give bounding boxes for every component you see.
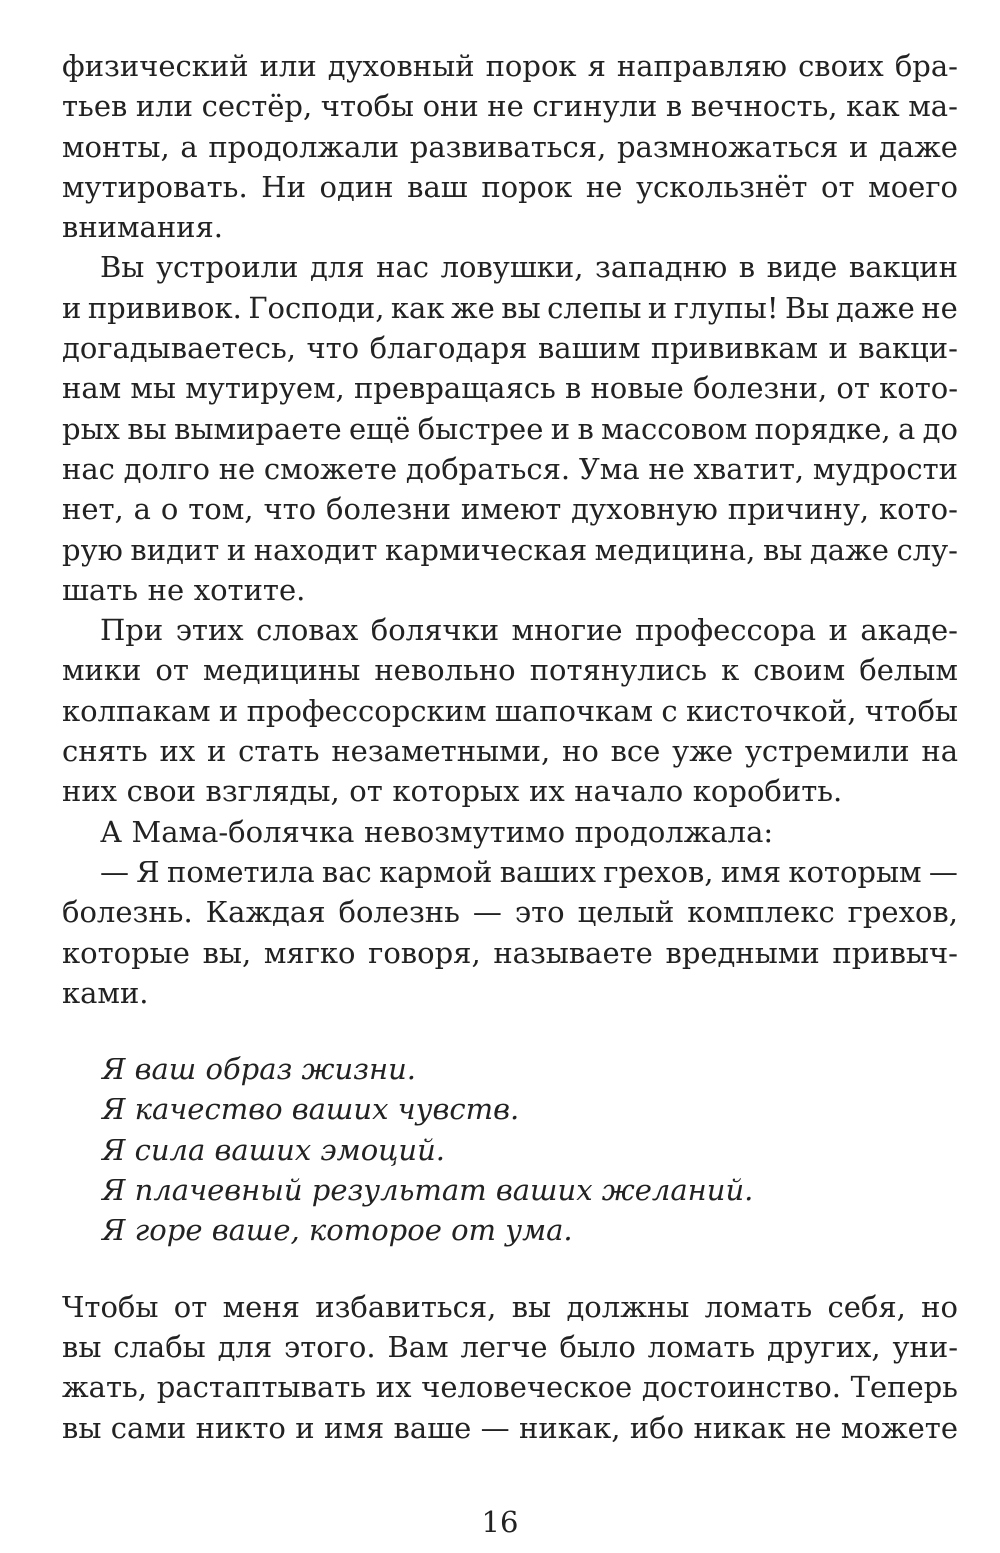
text-line: рую видит и находит кармическая медицина, вы даже слу- xyxy=(62,532,958,567)
poem-line: Я горе ваше, которое от ума. xyxy=(102,1213,573,1248)
text-line: которые вы, мягко говоря, называете вредными привыч- xyxy=(62,935,958,970)
stanza-gap xyxy=(62,1013,958,1049)
text-line: физический или духовный порок я направляю своих бра- xyxy=(62,49,958,83)
text-line: вы слабы для этого. Вам легче было ломать других, уни- xyxy=(62,1329,958,1364)
text-line: мутировать. Ни один ваш порок не ускользнёт от моего xyxy=(62,169,958,204)
text-line: При этих словах болячки многие профессора и акаде- xyxy=(100,613,958,648)
poem-line: Я плачевный результат ваших желаний. xyxy=(102,1173,754,1208)
text-line: и прививок. Господи, как же вы слепы и глупы! Вы даже не xyxy=(62,290,958,325)
text-line: снять их и стать незаметными, но все уже устремили на xyxy=(62,734,958,769)
text-line: них свои взгляды, от которых их начало коробить. xyxy=(62,774,843,809)
text-line: монты, а продолжали развиваться, размножаться и даже xyxy=(62,129,958,164)
text-line: Чтобы от меня избавиться, вы должны ломать себя, но xyxy=(62,1289,958,1324)
page-number: 16 xyxy=(481,1505,519,1539)
text-line: А Мама-болячка невозмутимо продолжала: xyxy=(100,814,774,849)
poem-line: Я качество ваших чувств. xyxy=(102,1092,520,1127)
text-line: тьев или сестёр, чтобы они не сгинули в вечность, как ма- xyxy=(62,89,958,124)
text-line: нет, а о том, что болезни имеют духовную причину, кото- xyxy=(62,492,958,527)
text-line: ками. xyxy=(62,975,149,1010)
text-line: мики от медицины невольно потянулись к своим белым xyxy=(62,653,958,688)
poem-line: Я сила ваших эмоций. xyxy=(102,1132,445,1167)
text-line: жать, растаптывать их человеческое достоинство. Теперь xyxy=(62,1370,958,1405)
poem-line: Я ваш образ жизни. xyxy=(102,1052,417,1087)
text-line: нас долго не сможете добраться. Ума не хватит, мудрости xyxy=(62,451,958,486)
text-line: догадываетесь, что благодаря вашим прививкам и вакци- xyxy=(62,331,958,366)
text-line: колпакам и профессорским шапочкам с кисточкой, чтобы xyxy=(62,693,958,728)
stanza-gap xyxy=(62,1251,958,1287)
text-line: — Я пометила вас кармой ваших грехов, имя которым — xyxy=(100,854,958,889)
text-line: вы сами никто и имя ваше — никак, ибо никак не можете xyxy=(62,1410,958,1445)
text-line: Вы устроили для нас ловушки, западню в виде вакцин xyxy=(100,250,958,285)
page-text xyxy=(62,46,958,1448)
text-line: болезнь. Каждая болезнь — это целый комплекс грехов, xyxy=(62,895,958,930)
text-line: внимания. xyxy=(62,210,224,245)
text-line: шать не хотите. xyxy=(62,572,306,607)
text-line: нам мы мутируем, превращаясь в новые болезни, от кото- xyxy=(62,371,958,406)
text-line: рых вы вымираете ещё быстрее и в массовом порядке, а до xyxy=(62,411,958,446)
